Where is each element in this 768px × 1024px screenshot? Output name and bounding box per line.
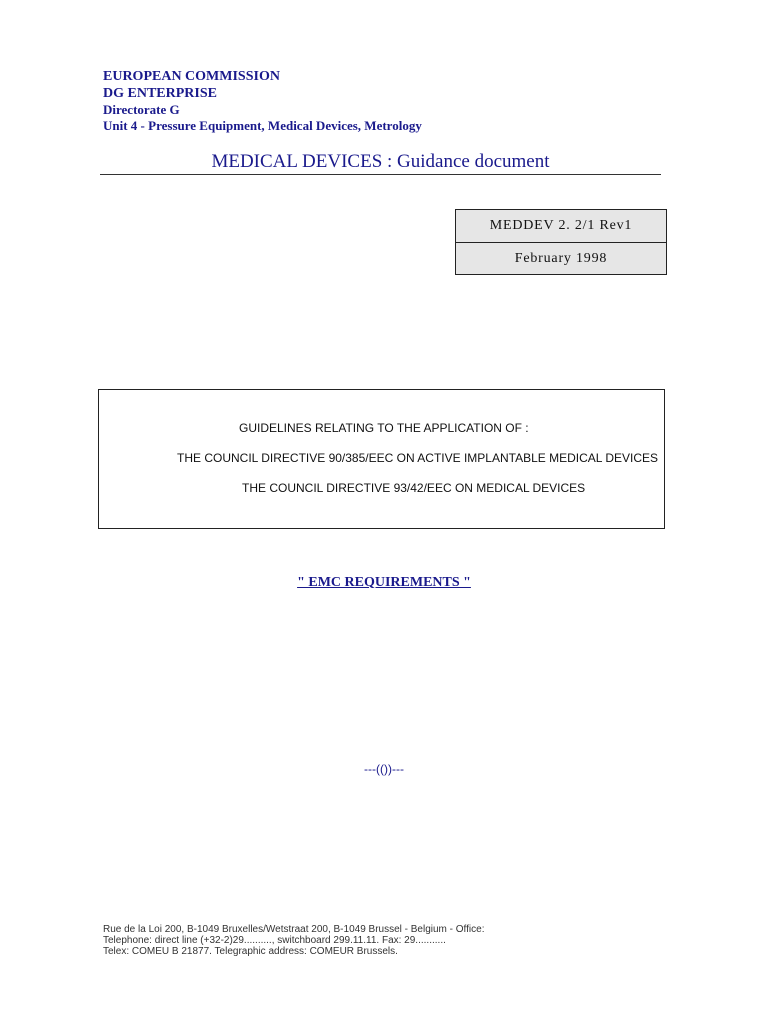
footer-address: Rue de la Loi 200, B-1049 Bruxelles/Wetstraat 200, B-1049 Brussel - Belgium - Office: [103, 924, 485, 935]
address-footer [103, 924, 485, 957]
document-title: MEDICAL DEVICES : Guidance document [211, 151, 550, 172]
title-divider [100, 174, 661, 175]
unit-name: Unit 4 - Pressure Equipment, Medical Devices, Metrology [103, 118, 422, 133]
directorate-name: Directorate G [103, 102, 180, 117]
org-name: EUROPEAN COMMISSION [103, 69, 280, 84]
footer-telex: Telex: COMEU B 21877. Telegraphic address: COMEUR Brussels. [103, 946, 398, 957]
subject-text: " EMC REQUIREMENTS " [297, 575, 471, 590]
guidelines-heading: GUIDELINES RELATING TO THE APPLICATION OF : [239, 421, 529, 435]
reference-date: February 1998 [456, 242, 666, 275]
reference-code: MEDDEV 2. 2/1 Rev1 [489, 218, 633, 233]
section-separator: ---(())--- [364, 762, 404, 776]
footer-phone: Telephone: direct line (+32-2)29.........., switchboard 299.11.11. Fax: 29........... [103, 935, 446, 946]
reference-box [455, 209, 667, 275]
subject-title [0, 575, 768, 591]
issuer-header [103, 68, 422, 134]
dg-name: DG ENTERPRISE [103, 86, 217, 101]
directive-md: THE COUNCIL DIRECTIVE 93/42/EEC ON MEDICAL DEVICES [242, 481, 586, 495]
directive-aimd: THE COUNCIL DIRECTIVE 90/385/EEC ON ACTIVE IMPLANTABLE MEDICAL DEVICES [177, 451, 659, 465]
guidelines-box [98, 389, 665, 529]
